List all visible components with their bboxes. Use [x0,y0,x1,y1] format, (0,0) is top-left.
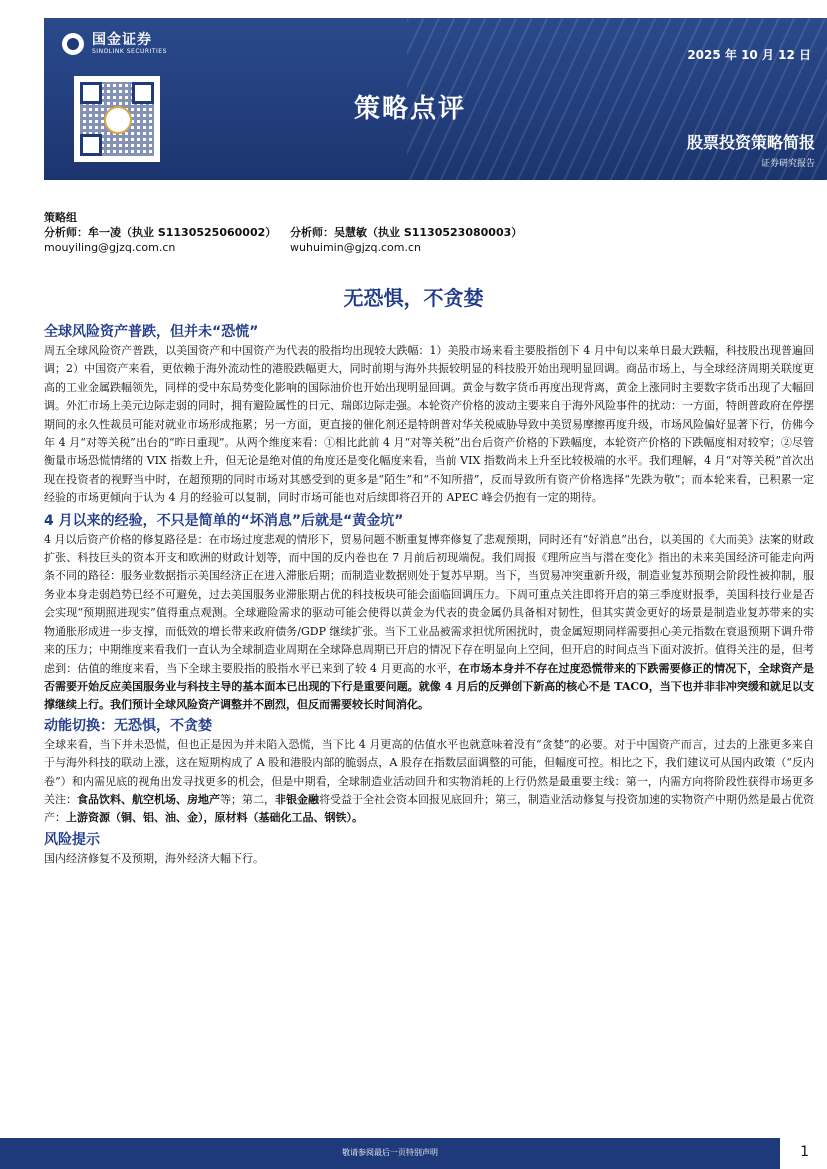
report-header [44,18,827,180]
section-paragraph: 国内经济修复不及预期，海外经济大幅下行。 [44,851,264,865]
paragraph-text: 等；第二， [220,792,275,806]
logo-text-en: SINOLINK SECURITIES [92,48,167,55]
page-number: 1 [800,1144,809,1160]
section-heading: 全球风险资产普跌，但并未“恐慌” [44,324,259,340]
paragraph-text: 将受益于全社会资本回报见底回升；第三，制造业活动修复与投资加速的实物资产中期仍然是最占优资产： [44,792,814,825]
logo-mark-icon [62,33,84,55]
footer-disclaimer: 敬请参阅最后一页特别声明 [342,1148,438,1157]
section-paragraph [44,531,814,715]
section-paragraph [44,736,814,828]
article-body [44,322,814,868]
section-heading: 动能切换：无恐惧，不贪婪 [44,717,212,734]
report-date: 2025 年 10 月 12 日 [687,48,811,62]
highlighted-text: 在市场本身并不存在过度恐慌带来的下跌需要修正的情况下，全球资产是否需要开始反应美国服务业与科技主导的基本面本已出现的下行是重要问题。就像 4 月后的反弹创下新高的核心不是 TACO，当下也并非非冲突缓和就足以支撑继续上行。我们预计全球风险资产调整并不剧烈，但反而需要较长时间消化。 [44,661,814,712]
company-logo [62,32,167,56]
highlighted-text: 非银金融 [275,792,319,806]
author-block [44,210,784,255]
report-category: 证券研究报告 [760,159,815,169]
logo-text-cn: 国金证券 [92,32,152,48]
qr-code [74,76,160,162]
section-heading: 4 月以来的经验，不只是简单的“坏消息”后就是“黄金坑” [44,512,404,529]
section-heading: 风险提示 [44,831,100,848]
report-series-title: 股票投资策略简报 [686,133,815,152]
qr-logo-icon [104,106,132,134]
team-name: 策略组 [44,211,77,224]
analyst-1: 分析师：牟一凌（执业 S1130525060002） [44,226,277,239]
highlighted-text: 食品饮料、航空机场、房地产 [77,792,220,806]
paragraph-text: 全球来看，当下并未恐慌，但也正是因为并未陷入恐慌，当下比 4 月更高的估值水平也就意味着没有“贪婪”的必要。对于中国资产而言，过去的上涨更多来自于与海外科技的联动上涨，这在短期构成了 A 股和港股内部的脆弱点，A 股存在指数层面调整的可能，但幅度可控。相比之下，我们建议可从国内政策（“反内卷”）和内需见底的视角出发寻找更多的机会，但是中期看，全球制造业活动回升和实物消耗的上行仍然是最重要主线：第一，内需方向将阶段性获得市场更多关注： [44,737,814,806]
analyst-2: 分析师：吴慧敏（执业 S1130523080003） [290,226,523,239]
section-paragraph: 周五全球风险资产普跌，以美国资产和中国资产为代表的股指均出现较大跌幅：1）美股市场来看主要股指创下 4 月中旬以来单日最大跌幅，科技股出现普遍回调；2）中国资产来看，更依赖于海外流动性的港股跌幅更大，同时前期与海外共振较明显的科技股开始出现明显回调。商品市场上，与全球经济周期关联度更高的工业金属跌幅领先，同样的受中东局势变化影响的国际油价也开始出现明显回调。黄金与数字货币再度出现背离，黄金上涨同时主要数字货币出现了大幅回调。外汇市场上美元边际走弱的同时，拥有避险属性的日元、瑞郎边际走强。本轮资产价格的波动主要来自于海外风险事件的扰动：一方面，特朗普政府在停摆期间的永久性裁员可能对就业市场形成拖累；另一方面，更直接的催化剂还是特朗普对华关税威胁导致中美贸易摩擦再度升级，市场风险偏好显著下行，仿佛今年 4 月“对等关税”出台的“昨日重现”。从两个维度来看：①相比此前 4 月“对等关税”出台后资产价格的下跌幅度，本轮资产价格的下跌幅度相对较窄；②尽管衡量市场恐慌情绪的 VIX 指数上升，但无论是绝对值的角度还是变化幅度来看，当前 VIX 指数尚未上升至比较极端的水平。我们理解，4 月“对等关税”首次出现在投资者的视野当中时，在超预期的同时市场对其感受到的更多是“陌生”和“不知所措”，反而导致所有资产价格选择“先跌为敬”；而本轮来看，已积累一定经验的市场更倾向于认为 4 月的经验可以复制，同时市场可能也对后续即将召开的 APEC 峰会仍抱有一定的期待。 [44,344,814,505]
qr-finder [80,82,102,104]
paragraph-text: 4 月以后资产价格的修复路径是：在市场过度悲观的情形下，贸易问题不断重复博弈修复了悲观预期，同时还有“好消息”出台，以美国的《大而美》法案的财政扩张、科技巨头的资本开支和欧洲的财政计划等，而中国的反内卷也在 7 月前后初现端倪。我们周报《理所应当与潜在变化》指出的未来美国经济可能走向两条不同的路径：服务业数据指示美国经济正在进入滞胀后期；而制造业数据则处于复苏早期。当下，当贸易冲突重新升级，制造业复苏预期会阶段性被抑制，服务业本身走弱趋势已经不可避免，过去美国服务业滞胀期占优的科技板块可能会面临回调压力。下周可重点关注即将开启的第三季度财报季，美国科技行业是否会实现“预期照进现实”值得重点观测。全球避险需求的驱动可能会使得以黄金为代表的贵金属仍具备相对韧性，但其实黄金更好的场景是制造业复苏带来的实物通胀形成进一步支撑，而低效的增长带来政府债务/GDP 继续扩张。当下工业品被需求担忧所困扰时，贵金属短期同样需要担心美元指数在衰退预期下调升带来的压力；中期维度来看我们一直认为全球制造业周期在全球降息周期已开启的情况下存在明显向上空间，但开启的时间点当下面对波折。值得关注的是，但考虑到：估值的维度来看，当下全球主要股指的股指水平已来到了较 4 月更高的水平， [44,532,814,675]
article-title: 无恐惧，不贪婪 [343,286,484,310]
qr-finder [80,134,102,156]
qr-finder [132,82,154,104]
analyst-2-email[interactable]: wuhuimin@gjzq.com.cn [290,241,422,254]
document-type: 策略点评 [354,94,467,124]
page-footer [0,1138,827,1169]
analyst-1-email[interactable]: mouyiling@gjzq.com.cn [44,241,176,254]
highlighted-text: 上游资源（铜、铝、油、金），原材料（基础化工品、钢铁）。 [66,811,363,825]
